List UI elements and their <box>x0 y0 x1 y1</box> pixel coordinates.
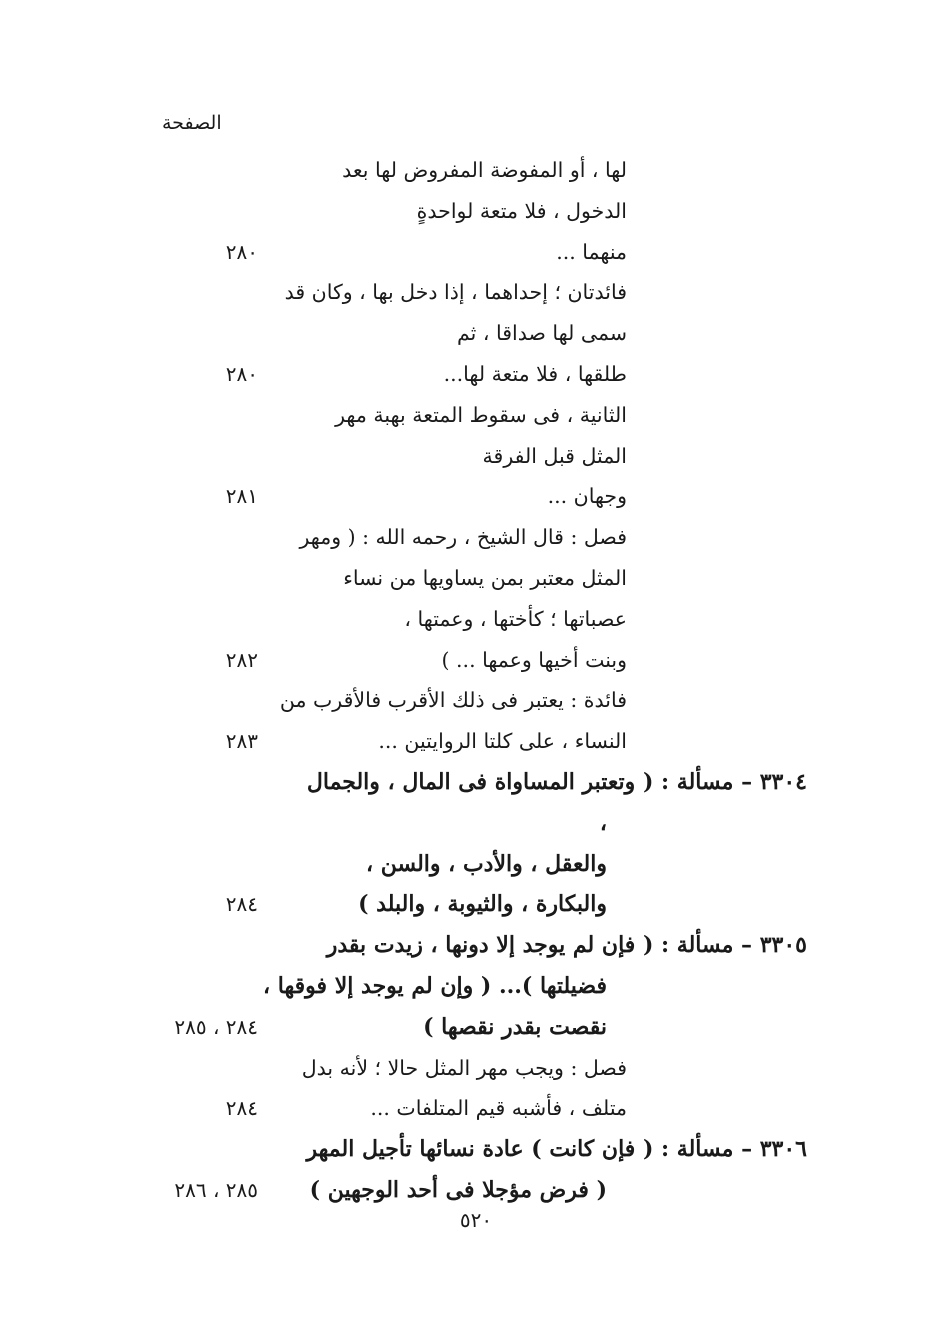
index-line <box>0 150 952 190</box>
index-entry-text: المثل قبل الفرقة <box>482 443 627 468</box>
index-entry-text: لها ، أو المفوضة المفروض لها بعد <box>342 158 627 182</box>
index-line <box>0 680 952 720</box>
index-entry-page: ٢٨٢ <box>225 647 258 672</box>
index-entry-text: الثانية ، فى سقوط المتعة بهبة مهر <box>335 402 627 427</box>
index-line <box>0 1007 952 1047</box>
index-entry-text: نقصت بقدر نقصها ) <box>423 1013 607 1040</box>
index-entry-text: وجهان ... <box>547 484 627 509</box>
index-entry-text: فصل : قال الشيخ ، رحمه الله : ( ومهر <box>299 525 627 550</box>
index-line <box>0 436 952 476</box>
index-entry-text: فضيلتها )... ( وإن لم يوجد إلا فوقها ، <box>263 973 607 999</box>
index-line <box>0 1048 952 1088</box>
index-entry-page: ٢٨٤ <box>225 892 258 917</box>
index-entry-page: ٢٨١ <box>225 484 258 509</box>
index-entry-text: ٣٣٠٤ – مسألة : ( وتعتبر المساواة فى المال ، والجمال <box>306 769 807 795</box>
index-entry-text: عصباتها ؛ كأختها ، وعمتها ، <box>404 606 627 631</box>
index-line <box>0 844 952 884</box>
index-line <box>0 1129 952 1169</box>
index-line <box>0 232 952 272</box>
index-entry-text: متلف ، فأشبه قيم المتلفات ... <box>370 1096 627 1121</box>
index-entry-page: ٢٨٤ ، ٢٨٥ <box>174 1014 258 1039</box>
index-line <box>0 476 952 516</box>
index-line <box>0 884 952 924</box>
index-line <box>0 966 952 1006</box>
index-line <box>0 395 952 435</box>
index-entry-text: ٣٣٠٥ – مسألة : ( فإن لم يوجد إلا دونها ، زيدت بقدر <box>326 932 807 959</box>
index-line <box>0 762 952 802</box>
index-entry-text: وبنت أخيها وعمها ... ) <box>441 647 627 672</box>
index-line <box>0 1170 952 1210</box>
index-line <box>0 640 952 680</box>
index-entry-text: والعقل ، والأدب ، والسن ، <box>365 850 607 877</box>
index-entry-text: ( فرض مؤجلا فى أحد الوجهين ) <box>309 1177 607 1203</box>
index-line <box>0 599 952 639</box>
index-entry-text: فائدتان ؛ إحداهما ، إذا دخل بها ، وكان قد <box>284 280 627 305</box>
index-entry-text: طلقها ، فلا متعة لها... <box>443 362 627 386</box>
index-line <box>0 1088 952 1128</box>
index-entry-text: فصل : ويجب مهر المثل حالا ؛ لأنه بدل <box>301 1055 627 1080</box>
page-number: ٥٢٠ <box>459 1208 493 1232</box>
index-line <box>0 558 952 598</box>
index-entry-text: والبكارة ، والثيوبة ، والبلد ) <box>358 891 607 918</box>
index-entry-page: ٢٨٤ <box>225 1096 258 1121</box>
index-line <box>0 354 952 394</box>
index-entry-text: منهما ... <box>556 239 627 264</box>
index-entry-text: الدخول ، فلا متعة لواحدةٍ <box>416 198 627 223</box>
index-line <box>0 313 952 353</box>
index-line <box>0 517 952 557</box>
index-line <box>0 803 952 843</box>
index-entry-page: ٢٨٥ ، ٢٨٦ <box>174 1178 258 1202</box>
index-entry-page: ٢٨٠ <box>225 362 258 386</box>
index-entry-text: ٣٣٠٦ – مسألة : ( فإن كانت ) عادة نسائها تأجيل المهر <box>306 1136 807 1163</box>
page-column-header: الصفحة <box>162 112 222 134</box>
index-line <box>0 191 952 231</box>
index-entry-page: ٢٨٠ <box>225 239 258 264</box>
index-entry-text: ، <box>599 809 607 836</box>
index-entry-text: المثل معتبر بمن يساويها من نساء <box>343 566 627 590</box>
index-line <box>0 272 952 312</box>
index-entry-text: سمى لها صداقا ، ثم <box>457 321 627 346</box>
index-line <box>0 721 952 761</box>
index-line <box>0 925 952 965</box>
index-entry-page: ٢٨٣ <box>225 729 258 754</box>
index-entry-text: النساء ، على كلتا الروايتين ... <box>378 729 627 754</box>
index-entry-text: فائدة : يعتبر فى ذلك الأقرب فالأقرب من <box>279 688 627 713</box>
